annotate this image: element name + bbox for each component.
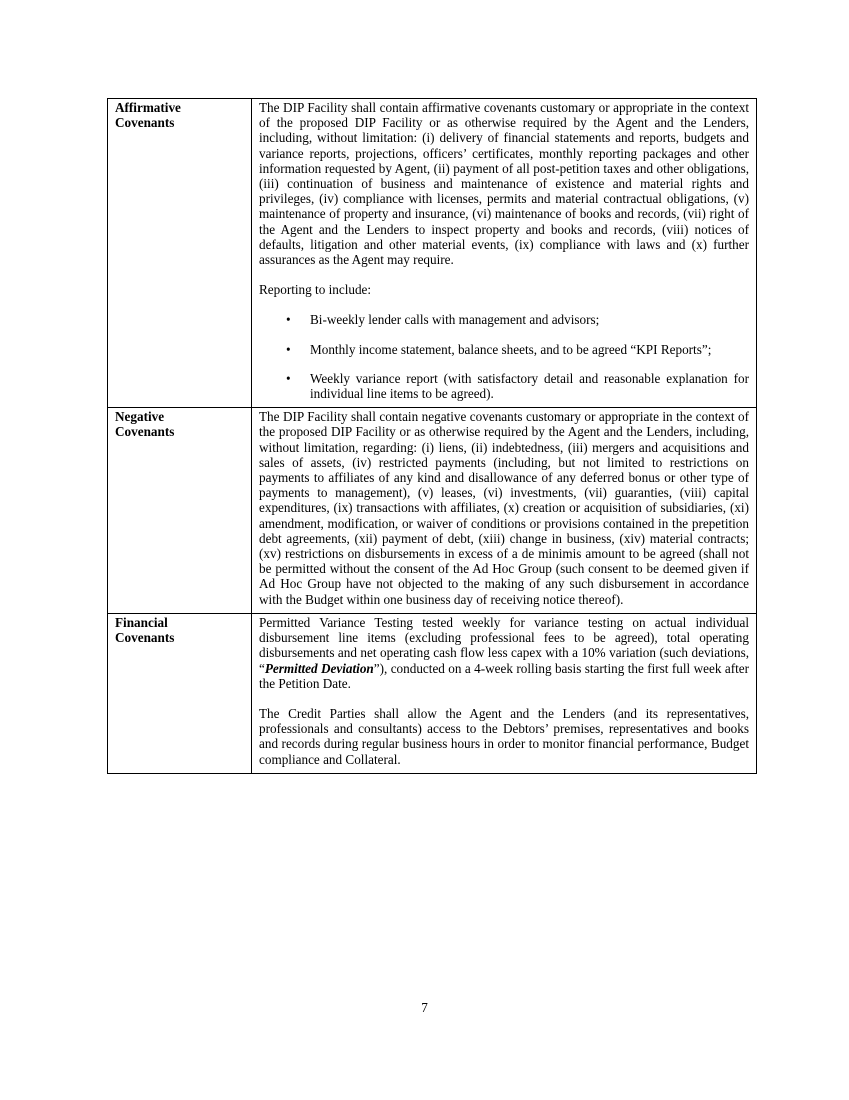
row-label-cell (108, 99, 252, 408)
row-content-cell (252, 408, 757, 614)
table-row-negative-covenants (108, 408, 757, 614)
row-content-cell (252, 99, 757, 408)
defined-term: Permitted Deviation (264, 660, 374, 676)
list-item (259, 371, 749, 401)
paragraph-text: ”), conducted on a 4-week rolling basis starting the first full week after the Petition Date. (259, 660, 749, 691)
table-row-affirmative-covenants (108, 99, 757, 408)
negative-covenants-paragraph: The DIP Facility shall contain negative covenants customary or appropriate in the context of the proposed DIP Facility or as otherwise required by the Agent and the Lenders, including, without limitation, regarding: (i) liens, (ii) indebtedness, (iii) mergers and acquisitions and sales of assets, (iv) restricted payments (including, but not limited to restrictions on payments to affiliates of any kind and disallowance of any deferred bonus or other type of payments to management), (v) leases, (vi) investments, (vii) guaranties, (viii) capital expenditures, (ix) transactions with affiliates, (x) creation or acquisition of subsidiaries, (xi) amendment, modification, or waiver of conditions or provisions contained in the prepetition debt agreements, (xii) payment of debt, (xiii) change in business, (xiv) material contracts; (xv) restrictions on disbursements in excess of a de minimis amount to be agreed (shall not be permitted without the consent of the Ad Hoc Group (such consent to be deemed given if Ad Hoc Group have not objected to the making of any such disbursement in accordance with the Budget within one business day of receiving notice thereof). (259, 409, 749, 607)
access-paragraph: The Credit Parties shall allow the Agent and the Lenders (and its representatives, professionals and consultants) access to the Debtors’ premises, representatives and books and records during regular business hours in order to monitor financial performance, Budget compliance and Collateral. (259, 705, 749, 767)
row-label: Affirmative Covenants (115, 100, 181, 131)
affirmative-covenants-paragraph: The DIP Facility shall contain affirmative covenants customary or appropriate in the context of the proposed DIP Facility or as otherwise required by the Agent and the Lenders, including, without limitation: (i) delivery of financial statements and reports, budgets and variance reports, projections, officers’ certificates, monthly reporting packages and other information requested by Agent, (ii) payment of all post-petition taxes and other obligations, (iii) continuation of business and maintenance of existence and material rights and privileges, (iv) compliance with licenses, permits and material contractual obligations, (v) maintenance of property and insurance, (vi) maintenance of books and records, (vii) right of the Agent and the Lenders to inspect property and books and records, (viii) notices of defaults, litigation and other material events, (ix) compliance with laws and (x) further assurances as the Agent may require. (259, 100, 749, 268)
bullet-text: Monthly income statement, balance sheets, and to be agreed “KPI Reports”; (310, 341, 712, 357)
bullet-text: Weekly variance report (with satisfactory detail and reasonable explanation for individual line items to be agreed). (310, 370, 749, 402)
bullet-icon: • (286, 341, 291, 357)
reporting-bullet-list (259, 312, 749, 401)
paragraph-text: Permitted Variance Testing tested weekly for variance testing on actual individual disbursement line items (excluding professional fees to be agreed), total operating disbursements and net operating cash flow less capex with a 10% variation (such deviations, “ (259, 614, 749, 676)
row-label-cell (108, 613, 252, 773)
row-label-cell (108, 408, 252, 614)
row-content-cell (252, 613, 757, 773)
list-item (259, 342, 749, 357)
bullet-icon: • (286, 312, 291, 328)
page-number: 7 (421, 1000, 428, 1015)
reporting-intro: Reporting to include: (259, 282, 372, 298)
table-row-financial-covenants (108, 613, 757, 773)
list-item (259, 312, 749, 327)
row-label: Negative Covenants (115, 409, 175, 440)
bullet-icon: • (286, 370, 291, 386)
term-sheet-table (107, 98, 757, 774)
row-label: Financial Covenants (115, 614, 175, 646)
variance-testing-paragraph (259, 615, 749, 691)
bullet-text: Bi-weekly lender calls with management and advisors; (310, 312, 600, 328)
